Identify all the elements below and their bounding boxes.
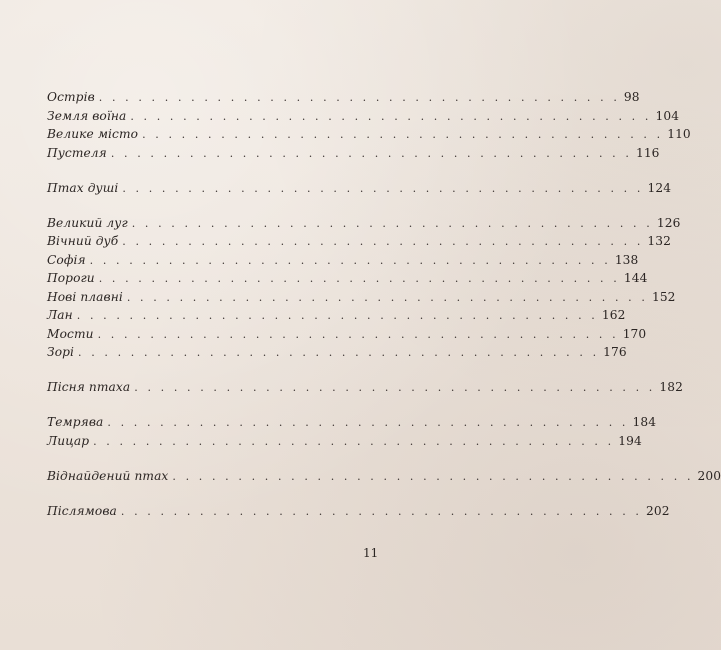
toc-entry-page: 162: [601, 308, 626, 322]
dot-leader: . . . . . . . . . . . . . . . . . . . . . . . . . . . . . . . . . . . . . . . .: [93, 434, 615, 448]
toc-entry: [47, 125, 691, 144]
dot-leader: . . . . . . . . . . . . . . . . . . . . . . . . . . . . . . . . . . . . . . . .: [89, 253, 611, 267]
toc-entry: [47, 144, 660, 163]
toc-entry: [47, 232, 671, 251]
page-number: 11: [363, 546, 379, 560]
toc-entry: [47, 432, 642, 451]
dot-leader: . . . . . . . . . . . . . . . . . . . . . . . . . . . . . . . . . . . . . . . .: [172, 469, 694, 483]
group-spacer: [47, 485, 375, 502]
toc-entry-title: Темрява: [47, 415, 104, 429]
toc-entry-page: 182: [659, 380, 683, 394]
dot-leader: . . . . . . . . . . . . . . . . . . . . . . . . . . . . . . . . . . . . . . . .: [130, 109, 652, 123]
toc-entry: [47, 288, 676, 307]
toc-entry-page: 116: [635, 145, 660, 160]
toc-entry: [47, 378, 683, 397]
toc-entry-page: 138: [614, 252, 639, 267]
toc-entry-page: 126: [656, 215, 681, 230]
toc-entry-page: 176: [603, 345, 627, 359]
dot-leader: . . . . . . . . . . . . . . . . . . . . . . . . . . . . . . . . . . . . . . . .: [122, 235, 644, 248]
toc-entry-title: Віднайдений птах: [47, 468, 169, 483]
dot-leader: . . . . . . . . . . . . . . . . . . . . . . . . . . . . . . . . . . . . . . . .: [98, 272, 620, 285]
table-of-contents: [47, 88, 721, 520]
toc-entry-title: Пісня птаха: [47, 380, 131, 394]
toc-entry-page: 104: [655, 108, 680, 123]
toc-entry: [47, 269, 648, 288]
dot-leader: . . . . . . . . . . . . . . . . . . . . . . . . . . . . . . . . . . . . . . . .: [110, 146, 632, 160]
group-spacer: [47, 162, 375, 179]
toc-entry-title: Післямова: [47, 503, 117, 518]
group-spacer: [47, 450, 375, 467]
toc-entry-title: Софія: [47, 252, 86, 267]
toc-entry-page: 124: [647, 180, 672, 195]
toc-entry: [47, 306, 626, 325]
toc-entry-page: 202: [646, 503, 670, 518]
toc-entry-title: Зорі: [47, 345, 75, 359]
toc-entry: [47, 325, 647, 344]
toc-entry-title: Нові плавні: [47, 289, 123, 304]
dot-leader: . . . . . . . . . . . . . . . . . . . . . . . . . . . . . . . . . . . . . . . .: [142, 128, 664, 141]
dot-leader: . . . . . . . . . . . . . . . . . . . . . . . . . . . . . . . . . . . . . . . .: [131, 216, 653, 230]
dot-leader: . . . . . . . . . . . . . . . . . . . . . . . . . . . . . . . . . . . . . . . .: [134, 381, 656, 394]
toc-entry-page: 98: [623, 90, 640, 104]
toc-entry-page: 132: [647, 234, 671, 248]
dot-leader: . . . . . . . . . . . . . . . . . . . . . . . . . . . . . . . . . . . . . . . .: [107, 416, 629, 429]
toc-entry-page: 144: [623, 271, 648, 285]
dot-leader: . . . . . . . . . . . . . . . . . . . . . . . . . . . . . . . . . . . . . . . .: [120, 504, 643, 518]
dot-leader: . . . . . . . . . . . . . . . . . . . . . . . . . . . . . . . . . . . . . . . .: [98, 91, 620, 104]
toc-entry: [47, 251, 639, 270]
toc-entry-title: Мости: [47, 326, 94, 341]
toc-entry: [47, 502, 670, 521]
toc-entry-page: 184: [632, 415, 657, 429]
toc-entry-title: Велике місто: [47, 127, 139, 141]
dot-leader: . . . . . . . . . . . . . . . . . . . . . . . . . . . . . . . . . . . . . . . .: [76, 309, 598, 322]
toc-entry: [47, 107, 680, 126]
group-spacer: [47, 197, 375, 214]
group-spacer: [47, 397, 375, 414]
toc-entry: [47, 214, 681, 233]
toc-entry-page: 194: [618, 433, 642, 448]
toc-entry: [47, 467, 721, 486]
toc-entry-page: 200: [697, 468, 721, 483]
toc-entry: [47, 179, 672, 198]
toc-entry-title: Великий луг: [47, 215, 128, 230]
dot-leader: . . . . . . . . . . . . . . . . . . . . . . . . . . . . . . . . . . . . . . . .: [78, 346, 600, 359]
dot-leader: . . . . . . . . . . . . . . . . . . . . . . . . . . . . . . . . . . . . . . . .: [122, 181, 644, 195]
toc-entry: [47, 343, 627, 362]
toc-entry-title: Лицар: [47, 433, 90, 448]
toc-entry: [47, 88, 640, 107]
dot-leader: . . . . . . . . . . . . . . . . . . . . . . . . . . . . . . . . . . . . . . . .: [126, 290, 648, 304]
toc-entry-page: 152: [651, 289, 676, 304]
toc-entry-title: Пороги: [47, 271, 95, 285]
toc-entry-title: Вічний дуб: [47, 234, 119, 248]
toc-entry-title: Лан: [47, 308, 73, 322]
toc-entry-page: 110: [667, 127, 691, 141]
toc-entry-page: 170: [622, 326, 647, 341]
toc-entry: [47, 413, 657, 432]
toc-entry-title: Пустеля: [47, 145, 107, 160]
toc-entry-title: Земля воїна: [47, 108, 127, 123]
toc-entry-title: Острів: [47, 90, 95, 104]
group-spacer: [47, 362, 375, 379]
dot-leader: . . . . . . . . . . . . . . . . . . . . . . . . . . . . . . . . . . . . . . . .: [97, 327, 619, 341]
toc-entry-title: Птах душі: [47, 180, 119, 195]
